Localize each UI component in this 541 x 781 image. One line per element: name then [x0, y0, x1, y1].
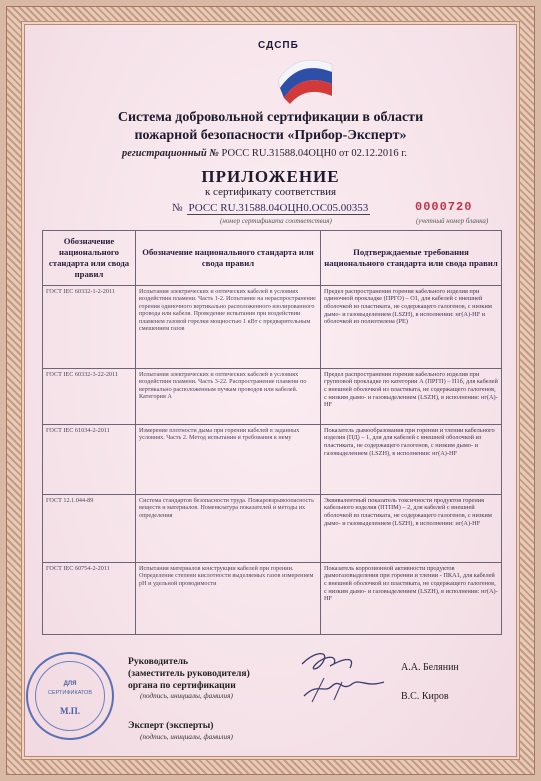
standard-title: Система стандартов безопасности труда. Пожаровзрывоопасность веществ и материалов. Номенклатура показателей и методы их определения [136, 494, 321, 562]
standard-code: ГОСТ IEC 60332-3-22-2011 [43, 368, 136, 424]
certificate-number: РОСС RU.31588.04ОЦН0.ОС05.00353 [188, 202, 369, 214]
head-label-line-1: Руководитель [128, 656, 189, 667]
registration-value: РОСС RU.31588.04ОЦН0 от 02.12.2016 г. [221, 148, 407, 159]
standards-table [42, 230, 502, 635]
table-row [43, 424, 502, 494]
standard-code: ГОСТ IEC 61034-2-2011 [43, 424, 136, 494]
expert-label: Эксперт (эксперты) [128, 720, 214, 731]
system-title-line-2: пожарной безопасности «Прибор-Эксперт» [134, 128, 407, 143]
seal-text-line-1: ДЛЯ [63, 681, 77, 687]
seal-stamp [26, 652, 114, 740]
head-label-line-2: (заместитель руководителя) [128, 668, 250, 679]
seal-inner-ring [35, 661, 105, 731]
standard-code: ГОСТ 12.1.044-89 [43, 494, 136, 562]
standard-requirement: Предел распространения горения кабельного изделия при групповой прокладке по категории А (ПРГП) – П1б, для кабелей с внешней оболочкой из пластиката, не содержащего галогенов, с низким дымо- и газовыделением (LSZH), в исполнении: нг(А)-HF [321, 368, 502, 424]
standard-title: Испытания электрических и оптических кабелей в условиях воздействия пламени. Часть 3-22. Распространение пламени по вертикально расположенным пучкам проводов или кабелей. Категория А [136, 368, 321, 424]
seal-text-mp: М.П. [60, 706, 80, 716]
head-label-line-3: органа по сертификации [128, 680, 236, 691]
table-row [43, 368, 502, 424]
standard-title: Испытания электрических и оптических кабелей в условиях воздействия пламени. Часть 1-2. Испытание на нераспространение горения одиночного вертикально расположенного изолированного провода или кабеля. Проведение испытания при воздействии пламенем газовой горелки мощностью 1 кВт с предварительным смешением газов [136, 285, 321, 368]
standard-title: Измерение плотности дыма при горении кабелей в заданных условиях. Часть 2. Метод испытания и требования к нему [136, 424, 321, 494]
second-signatory-name: В.С. Киров [401, 691, 449, 702]
expert-signature-caption: (подпись, инициалы, фамилия) [140, 733, 233, 741]
blank-number-caption: (учетный номер бланка) [416, 217, 489, 225]
standard-code: ГОСТ IEC 60332-1-2-2011 [43, 285, 136, 368]
standard-requirement: Эквивалентный показатель токсичности продуктов горения кабельного изделия (ПТПМ) – 2, для кабелей с внешней оболочкой из пластиката, не содержащего галогенов, с низким дымо- и газовыделением (LSZH), в исполнении: нг(А)-HF [321, 494, 502, 562]
flag-logo-icon [274, 54, 336, 104]
certificate-content [24, 24, 517, 757]
certificate-number-row [172, 202, 370, 215]
column-header-standard: Обозначение национального стандарта или свода правил [136, 231, 321, 286]
system-title-line-1: Система добровольной сертификации в области [117, 110, 424, 125]
registration-line [122, 148, 407, 159]
standard-code: ГОСТ IEC 60754-2-2011 [43, 562, 136, 634]
handwritten-signature-icon [294, 642, 394, 712]
standard-requirement: Показатель дымообразования при горении и тлении кабельного изделия (ПД) – 1, для для кабелей с внешней оболочкой из пластиката, не содержащего галогенов, с низким дымо- и газовыделением (LSZH), в исполнении: нг(А)-HF [321, 424, 502, 494]
table-row [43, 494, 502, 562]
blank-number: 0000720 [415, 200, 473, 214]
column-header-code: Обозначение национального стандарта или свода правил [43, 231, 136, 286]
table-row [43, 562, 502, 634]
appendix-subtitle: к сертификату соответствия [204, 186, 337, 198]
head-signature-caption: (подпись, инициалы, фамилия) [140, 692, 233, 700]
seal-text-line-2: СЕРТИФИКАТОВ [47, 690, 92, 696]
table-header-row [43, 231, 502, 286]
logo-text: СДСПБ [258, 40, 299, 51]
standard-requirement: Показатель коррозионной активности продуктов дымогазовыделения при горении и тлении - ПКА1, для кабелей с внешней оболочкой из пластиката, не содержащего галогенов, с низким дымо- и газовыделением (LSZH), в исполнении: нг(А)-HF [321, 562, 502, 634]
column-header-requirements: Подтверждаемые требования национального стандарта или свода правил [321, 231, 502, 286]
appendix-title: ПРИЛОЖЕНИЕ [201, 167, 340, 186]
certificate-number-caption: (номер сертификата соответствия) [220, 217, 332, 225]
standard-title: Испытания материалов конструкции кабелей при горении. Определение степени кислотности выделяемых газов измерением pH и удельной проводимости [136, 562, 321, 634]
table-row [43, 285, 502, 368]
head-name: А.А. Белянин [401, 662, 459, 673]
standard-requirement: Предел распространения горения кабельного изделия при одиночной прокладке (ПРГО) – О1, для кабелей с внешней оболочкой из пластиката, не содержащего галогенов, с низким дымо- и газовыделением (LSZH), в исполнении: нг(А)-HF и оболочкой из полиэтилена (PE) [321, 285, 502, 368]
registration-label: регистрационный № [122, 148, 219, 159]
number-sign: № [172, 202, 183, 214]
